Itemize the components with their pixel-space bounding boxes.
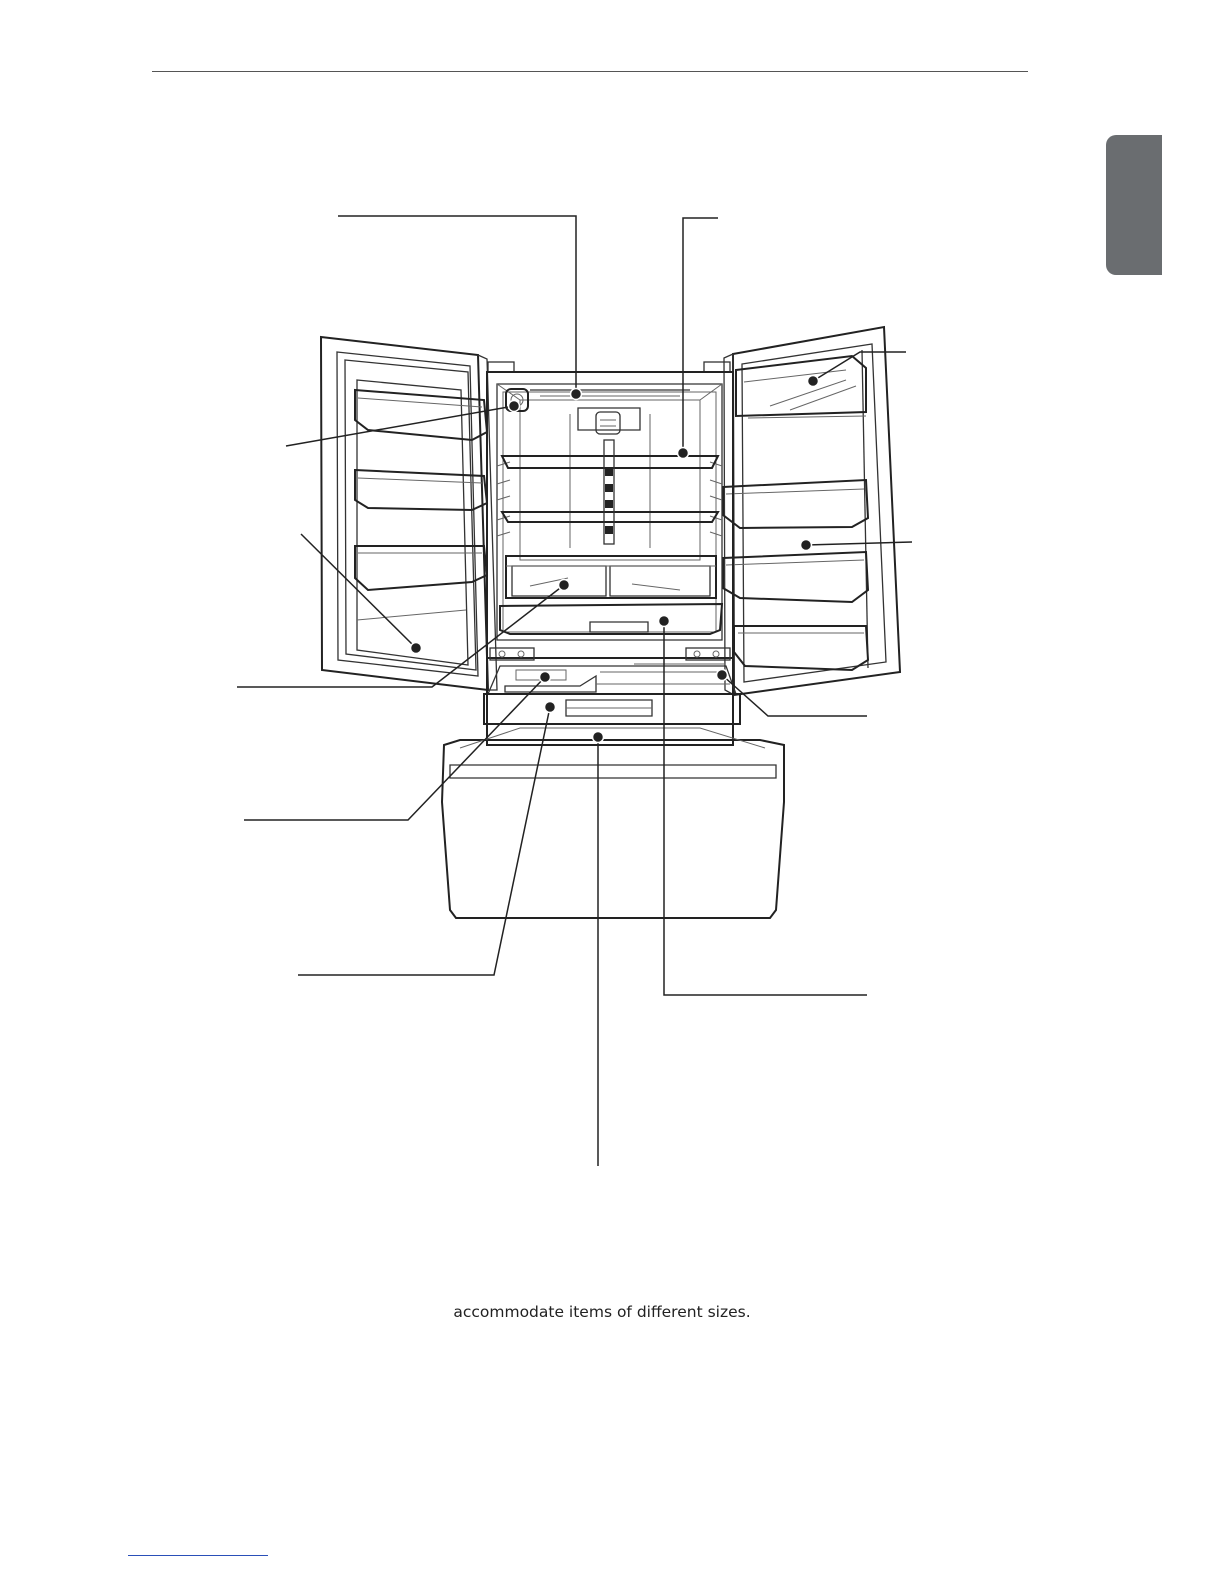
callout-lines (237, 216, 912, 1166)
callout-dot (545, 702, 556, 713)
callout-dot (559, 580, 570, 591)
door-bin (355, 546, 487, 590)
divider-and-hinges (487, 648, 733, 664)
callout-dot (571, 389, 582, 400)
dairy-bin (736, 356, 866, 416)
freezer-compartment (488, 666, 736, 694)
callout-dot (659, 616, 670, 627)
callout-dot (801, 540, 812, 551)
freezer-drawer (484, 694, 740, 724)
callout-dot (808, 376, 819, 387)
door-bin (723, 552, 868, 602)
door-bin (355, 470, 487, 510)
freezer-bin (442, 728, 784, 918)
callout-dot (593, 732, 604, 743)
right-door-bins (723, 356, 868, 670)
callout-dot (540, 672, 551, 683)
callout-dot (678, 448, 689, 459)
led-light (530, 390, 690, 396)
door-bin (723, 480, 868, 528)
refrigerator-cabinet (487, 362, 733, 745)
caption-text: accommodate items of different sizes. (453, 1303, 751, 1321)
left-door-bins (355, 390, 487, 590)
shelf (502, 512, 718, 522)
door-bin (355, 390, 487, 440)
callout-dot (411, 643, 422, 654)
footer-link-rule (128, 1555, 268, 1556)
callout-dot (509, 401, 520, 412)
crispers (506, 556, 716, 598)
callout-dot (717, 670, 728, 681)
left-door (321, 337, 497, 690)
door-bin (734, 626, 868, 670)
control-panel (578, 408, 640, 434)
